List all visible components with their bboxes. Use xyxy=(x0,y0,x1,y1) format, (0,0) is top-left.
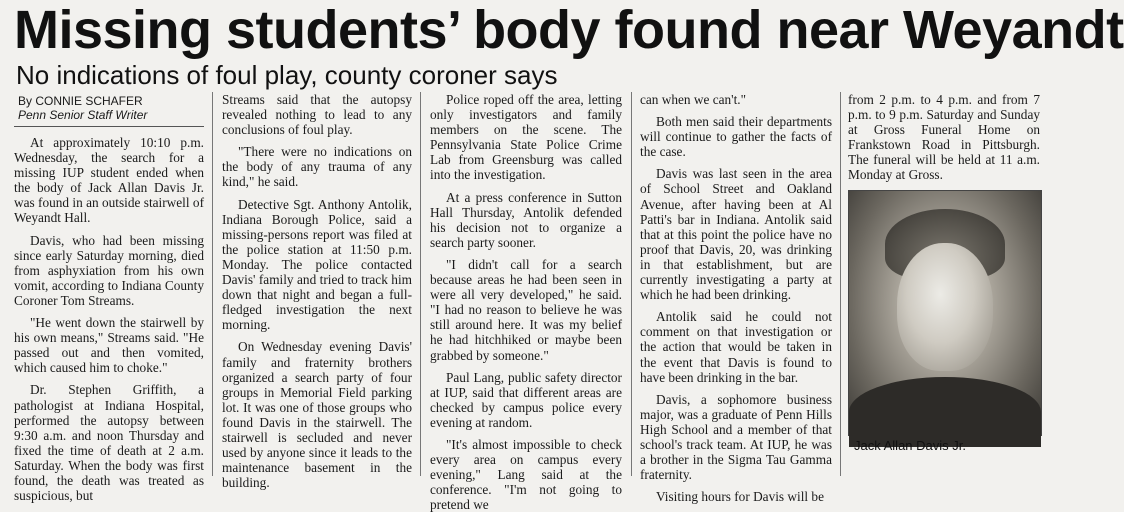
portrait-photo xyxy=(848,190,1042,436)
byline-author: By CONNIE SCHAFER xyxy=(18,94,143,108)
paragraph: At a press conference in Sutton Hall Thursday, Antolik defended his decision not to organize a search party sooner. xyxy=(430,189,622,250)
paragraph: Dr. Stephen Griffith, a pathologist at Indiana Hospital, performed the autopsy between 9:30 a.m. and noon Thursday and fixed the time of death at 2 a.m. Saturday. When the body was first found, the death was treated as suspicious, but xyxy=(14,382,204,504)
subheadline: No indications of foul play, county coroner says xyxy=(16,60,558,90)
column-rule xyxy=(420,92,421,476)
paragraph: can when we can't." xyxy=(640,92,747,107)
photo-shoulders xyxy=(849,377,1041,447)
column-rule xyxy=(212,92,213,476)
paragraph: "He went down the stairwell by his own means," Streams said. "He passed out and then vomited, which caused him to choke." xyxy=(14,315,204,376)
paragraph: On Wednesday evening Davis' family and fraternity brothers organized a search party of four groups in Memorial Field parking lot. It was one of those groups who found Davis in the stairwell. The stairwell is secluded and never used by anyone since it leads to the maintenance basement in the building. xyxy=(222,339,412,491)
column-rule xyxy=(840,92,841,476)
paragraph: Police roped off the area, letting only investigators and family members on the scene. The Pennsylvania State Police Crime Lab from Greensburg was called into the investigation. xyxy=(430,92,622,183)
article-column-1 xyxy=(14,92,204,504)
paragraph: Davis was last seen in the area of School Street and Oakland Avenue, after having been at Al Patti's bar in Indiana. Antolik said that at this point the police have no proof that Davis, 20, was drinking in that establishment, but are currently investigating a party at which he had been drinking. xyxy=(640,166,832,303)
article-column-2 xyxy=(222,92,412,491)
paragraph: Visiting hours for Davis will be xyxy=(656,489,824,505)
article-column-4 xyxy=(640,92,832,505)
paragraph: Detective Sgt. Anthony Antolik, Indiana Borough Police, said a missing-persons report was filed at the police station at 11:50 p.m. Monday. The police contacted Davis' family and tried to track him down that night and began a full-fledged investigation the next morning. xyxy=(222,196,412,333)
byline-title: Penn Senior Staff Writer xyxy=(14,108,204,127)
paragraph: Both men said their departments will continue to gather the facts of the case. xyxy=(640,114,832,160)
paragraph: Davis, who had been missing since early Saturday morning, died from asphyxiation from his own vomit, according to Indiana County Coroner Tom Streams. xyxy=(14,232,204,308)
paragraph: "It's almost impossible to check every area on campus every evening," Lang said at the conference. "I'm not going to pretend we xyxy=(430,436,622,512)
paragraph: "I didn't call for a search because areas he had been seen in were all very developed," he said. "I had no reason to believe he was still around here. It was my belief he had hitchhiked or maybe been grabbed by someone." xyxy=(430,256,622,363)
article-column-3 xyxy=(430,92,622,512)
photo-caption: Jack Allan Davis Jr. xyxy=(854,438,966,453)
article-column-5 xyxy=(848,92,1040,188)
photo-face xyxy=(897,243,993,371)
paragraph: Antolik said he could not comment on that investigation or the action that would be taken in the event that Davis is found to have been drinking in the bar. xyxy=(640,309,832,385)
paragraph: Paul Lang, public safety director at IUP, said that different areas are checked by campus police every evening at random. xyxy=(430,369,622,430)
paragraph: "There were no indications on the body of any trauma of any kind," he said. xyxy=(222,144,412,190)
headline: Missing students’ body found near Weyandt xyxy=(14,0,1124,60)
column-rule xyxy=(631,92,632,476)
paragraph: Davis, a sophomore business major, was a graduate of Penn Hills High School and a member of that school's track team. At IUP, he was a brother in the Sigma Tau Gamma fraternity. xyxy=(640,391,832,483)
paragraph: Streams said that the autopsy revealed nothing to lead to any conclusions of foul play. xyxy=(222,92,412,138)
paragraph: from 2 p.m. to 4 p.m. and from 7 p.m. to 9 p.m. Saturday and Sunday at Gross Funeral Home on Frankstown Road in Pittsburgh. The funeral will be held at 11 a.m. Monday at Gross. xyxy=(848,92,1040,183)
paragraph: At approximately 10:10 p.m. Wednesday, the search for a missing IUP student ended when the body of Jack Allan Davis Jr. was found in an outside stairwell of Weyandt Hall. xyxy=(14,135,204,226)
